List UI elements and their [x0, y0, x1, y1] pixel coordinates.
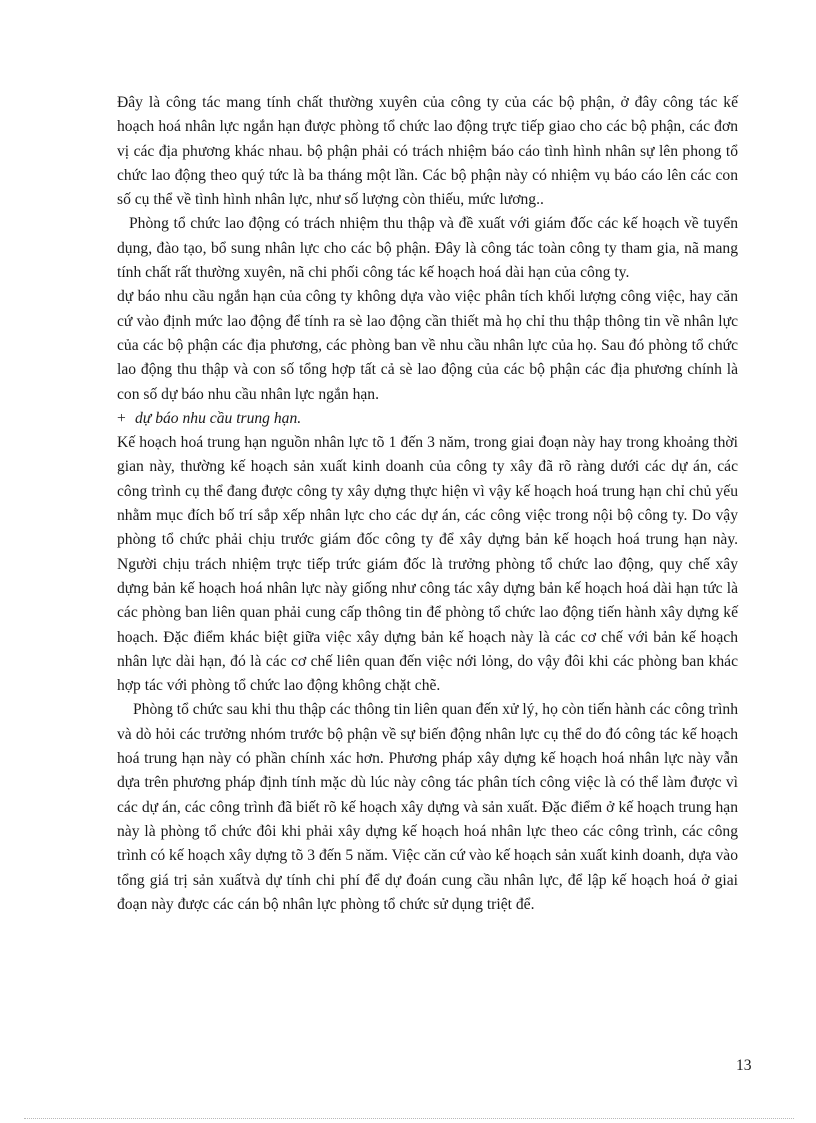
bullet-heading: dự báo nhu cầu trung hạn. [135, 409, 302, 427]
body-text [117, 91, 738, 917]
paragraph-1: Đây là công tác mang tính chất thường xuyên của công ty của các bộ phận, ở đây công tác kế hoạch hoá nhân lực ngắn hạn được phòng tổ chức lao động trực tiếp giao cho các bộ phận, các đơn vị các địa phương khác nhau. bộ phận phải có trách nhiệm báo cáo tình hình nhân sự lên phong tổ chức lao động theo quý tức là ba tháng một lần. Các bộ phận này có nhiệm vụ báo cáo lên các con số cụ thể về tình hình nhân lực, như số lượng còn thiếu, mức lương.. [117, 94, 738, 209]
paragraph-2: Phòng tổ chức lao động có trách nhiệm thu thập và đề xuất với giám đốc các kế hoạch về tuyển dụng, đào tạo, bổ sung nhân lực cho các bộ phận. Đây là công tác toàn công ty tham gia, nã mang tính chất rất thường xuyên, nã chi phối công tác kế hoạch hoá dài hạn của công ty. [117, 215, 738, 282]
bottom-dotted-rule [24, 1118, 794, 1119]
paragraph-3: dự báo nhu cầu ngắn hạn của công ty không dựa vào việc phân tích khối lượng công việc, hay căn cứ vào định mức lao động để tính ra sè lao động cần thiết mà họ chỉ thu thập thông tin về nhân lực của các bộ phận các địa phương, các phòng ban về nhu cầu nhân lực của họ. Sau đó phòng tổ chức lao động thu thập và con số tổng hợp tất cả sè lao động của các bộ phận các địa phương chính là con số dự báo nhu cầu nhân lực ngắn hạn. [117, 288, 738, 403]
paragraph-4: Kế hoạch hoá trung hạn nguồn nhân lực tõ 1 đến 3 năm, trong giai đoạn này hay trong khoảng thời gian này, thường kế hoạch sản xuất kinh doanh của công ty xây đã rõ ràng dưới các dự án, các công trình cụ thể đang được công ty xây dựng thực hiện vì vậy kế hoạch hoá trung hạn chỉ chủ yếu nhằm mục đích bố trí sắp xếp nhân lực cho các dự án, các công việc trong nội bộ công ty. Do vậy phòng tổ chức phải chịu trước giám đốc công ty để xây dựng bản kế hoạch hoá trung hạn này. Người chịu trách nhiệm trực tiếp trức giám đốc là trưởng phòng tổ chức lao động, quy chế xây dựng bản kế hoạch hoá nhân lực này giống như công tác xây dựng bản kế hoạch hoá dài hạn tức là các phòng ban liên quan phải cung cấp thông tin để phòng tổ chức lao động tiến hành xây dựng kế hoạch. Đặc điểm khác biệt giữa việc xây dựng bản kế hoạch này là các cơ chế với bản kế hoạch nhân lực dài hạn, đó là các cơ chế liên quan đến việc nới lỏng, do vậy đôi khi các phòng ban khác hợp tác với phòng tổ chức lao động không chặt chẽ. [117, 434, 738, 695]
page-number: 13 [736, 1057, 752, 1074]
bullet-marker: + [117, 409, 126, 427]
paragraph-5: Phòng tổ chức sau khi thu thập các thông tin liên quan đến xử lý, họ còn tiến hành các công trình và dò hỏi các trưởng nhóm trước bộ phận về sự biến động nhân lực cụ thể do đó công tác kế hoạch hoá trung hạn này có phần chính xác hơn. Phương pháp xây dựng kế hoạch hoá nhân lực này vẫn dựa trên phương pháp định tính mặc dù lúc này công tác phân tích công việc là có thể làm được vì các dự án, các công trình đã biết rõ kế hoạch xây dựng và sản xuất. Đặc điểm ở kế hoạch trung hạn này là phòng tổ chức đôi khi phải xây dựng kế hoạch hoá nhân lực theo các công trình, các công trình có kế hoạch xây dựng tõ 3 đến 5 năm. Việc căn cứ vào kế hoạch sản xuất kinh doanh, dựa vào tổng giá trị sản xuấtvà dự tính chi phí để dự đoán cung cầu nhân lực, để lập kế hoạch hoá ở giai đoạn này được các cán bộ nhân lực phòng tổ chức sử dụng triệt để. [117, 701, 738, 913]
section-bullet [117, 407, 738, 431]
